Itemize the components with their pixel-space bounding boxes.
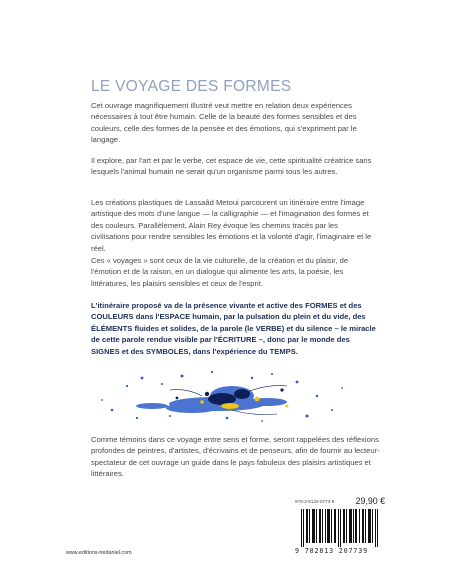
paragraph-voyages: Ces « voyages » sont ceux de la vie culturelle, de la création et du plaisir, de l'émotion et de la raison, en un dialogue qui alimente les arts, la poésie, les littératures, les plaisirs sensibles et ceux de l'esprit. xyxy=(91,256,349,288)
paragraph-creations: Les créations plastiques de Lassaâd Metoui parcourent un itinéraire entre l'image artistique des mots d'une langue — la calligraphie — et l'imagination des formes et des couleurs. Parallèlement, Alain Rey évoque les chemins tracés par les civilisations pour rendre sensibles les émotions et la volonté d'agir, l'imaginaire et le réel. xyxy=(91,198,372,253)
paragraph-intro: Cet ouvrage magnifiquement illustré veut mettre en relation deux expériences nécessaires à tout être humain. Celle de la beauté des formes sensibles et des couleurs, celle des formes de la pensée et des émotions, qui s'expriment par le langage. xyxy=(91,101,357,145)
price-label: 29,90 € xyxy=(355,496,385,506)
isbn-number: 978-2-8132-0773-9 xyxy=(295,499,335,504)
paragraph-witnesses: Comme témoins dans ce voyage entre sens et forme, seront rappelées des réflexions profondes de peintres, d'artistes, d'écrivains et de penseurs, afin de fournir au lecteur-spectateur de cet ouvrage un guide dans le pays fabuleux des plaisirs artistiques et littéraires. xyxy=(91,435,380,479)
publisher-website: www.editions-tredaniel.com xyxy=(66,550,132,556)
paragraph-itinerary-emphasis: L'itinéraire proposé va de la présence vivante et active des FORMES et des COULEURS dans l'ESPACE humain, par la pulsation du plein et du vide, des ÉLÉMENTS fluides et solides, de la parole (le VERBE) et du silence – le miracle de cette parole rendue visible par l'ÉCRITURE –, donc par le monde des SIGNES et des SYMBOLES, dans l'expérience du TEMPS. xyxy=(91,301,376,356)
barcode-digits: 9 782813 207739 xyxy=(295,547,369,555)
ink-splash-artwork xyxy=(82,366,352,428)
barcode-icon xyxy=(297,509,383,547)
page-title: LE VOYAGE DES FORMES xyxy=(91,78,292,95)
paragraph-explore: Il explore, par l'art et par le verbe, cet espace de vie, cette spiritualité créatrice sans lesquels l'animal humain ne serait qu'un organisme parmi tous les autres. xyxy=(91,156,372,177)
barcode-block xyxy=(295,496,385,555)
